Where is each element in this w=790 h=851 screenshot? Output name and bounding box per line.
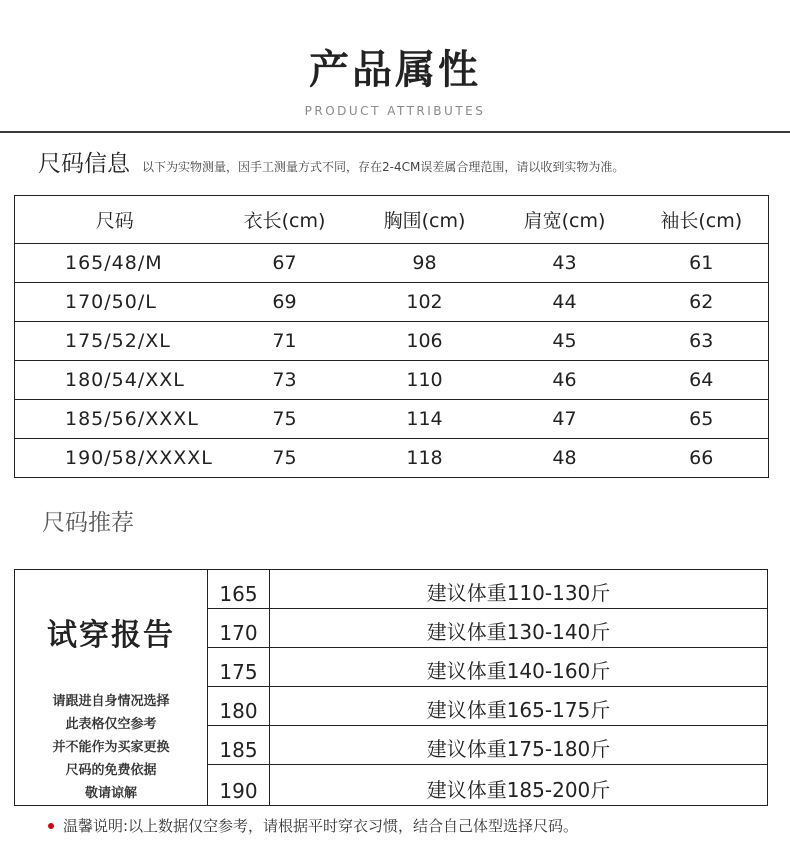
size-info-note: 以下为实物测量，因手工测量方式不同，存在2-4CM误差属合理范围，请以收到实物为准。 [142, 160, 625, 174]
table-cell: 185/56/XXXL [15, 400, 215, 439]
table-cell: 170/50/L [15, 283, 215, 322]
fitting-report-weight: 建议体重175-180斤 [426, 737, 611, 761]
fitting-report-row [208, 726, 767, 765]
table-cell: 67 [215, 244, 355, 283]
size-recommendation-title: 尺码推荐 [42, 510, 134, 536]
table-cell: 65 [635, 400, 769, 439]
fitting-report-row [208, 765, 767, 805]
table-cell: 66 [689, 447, 714, 469]
table-cell: 114 [355, 400, 495, 439]
fitting-report-weight: 建议体重185-200斤 [426, 778, 611, 802]
table-row [15, 322, 769, 361]
table-cell: 73 [215, 361, 355, 400]
table-cell: 175/52/XL [15, 322, 215, 361]
table-row [15, 283, 769, 322]
table-row [15, 400, 769, 439]
table-row [15, 244, 769, 283]
table-cell: 98 [355, 244, 495, 283]
table-cell: 48 [552, 447, 577, 469]
table-cell: 75 [215, 400, 355, 439]
column-header: 肩宽(cm) [495, 196, 635, 244]
table-cell: 118 [406, 447, 443, 469]
table-cell: 61 [635, 244, 769, 283]
table-cell: 45 [495, 322, 635, 361]
fitting-report-size: 175 [208, 648, 270, 686]
fitting-report-weight: 建议体重110-130斤 [426, 581, 611, 605]
fitting-report-note-line: 并不能作为买家更换 [52, 740, 170, 755]
fitting-report-row [208, 570, 767, 609]
header-subtitle: PRODUCT ATTRIBUTES [304, 104, 486, 118]
bullet-icon [48, 823, 54, 829]
column-header: 袖长(cm) [635, 196, 769, 244]
tip-text: 温馨说明:以上数据仅空参考，请根据平时穿衣习惯，结合自己体型选择尺码。 [63, 817, 579, 835]
fitting-report-left-panel [15, 570, 208, 805]
fitting-report-notes [15, 690, 207, 805]
table-cell: 47 [495, 400, 635, 439]
fitting-report-row [208, 648, 767, 687]
fitting-report-weight: 建议体重165-175斤 [426, 698, 611, 722]
table-cell: 110 [355, 361, 495, 400]
fitting-report-size: 185 [208, 726, 270, 764]
size-info-title: 尺码信息 [38, 151, 130, 177]
header-title: 产品属性 [309, 46, 481, 93]
fitting-report-note-line: 此表格仅空参考 [65, 717, 157, 732]
table-cell: 69 [215, 283, 355, 322]
tip-note [48, 815, 578, 836]
size-info-heading [38, 145, 624, 178]
fitting-report-note-line: 敬请谅解 [84, 786, 137, 801]
table-cell: 64 [635, 361, 769, 400]
table-row [15, 361, 769, 400]
table-cell: 165/48/M [15, 244, 215, 283]
fitting-report-size: 180 [208, 687, 270, 725]
table-cell: 62 [635, 283, 769, 322]
table-cell: 180/54/XXL [15, 361, 215, 400]
fitting-report-weight: 建议体重130-140斤 [426, 620, 611, 644]
fitting-report-size: 190 [208, 765, 270, 805]
fitting-report [14, 569, 768, 806]
table-cell: 106 [355, 322, 495, 361]
fitting-report-size: 165 [208, 570, 270, 608]
table-cell: 71 [215, 322, 355, 361]
table-cell: 43 [495, 244, 635, 283]
column-header: 胸围(cm) [355, 196, 495, 244]
header-divider [0, 131, 790, 133]
fitting-report-title: 试穿报告 [47, 618, 175, 653]
fitting-report-size: 170 [208, 609, 270, 647]
size-table-header [15, 196, 769, 244]
table-cell: 46 [495, 361, 635, 400]
column-header: 尺码 [15, 196, 215, 244]
table-cell: 44 [495, 283, 635, 322]
fitting-report-rows [208, 570, 767, 805]
fitting-report-row [208, 687, 767, 726]
fitting-report-weight: 建议体重140-160斤 [426, 659, 611, 683]
column-header: 衣长(cm) [215, 196, 355, 244]
fitting-report-note-line: 请跟进自身情况选择 [52, 694, 170, 709]
table-cell: 63 [635, 322, 769, 361]
table-cell: 190/58/XXXXL [65, 447, 213, 469]
table-cell: 102 [355, 283, 495, 322]
fitting-report-note-line: 尺码的免费依据 [65, 763, 157, 778]
table-row [15, 439, 769, 478]
size-table [14, 195, 769, 478]
table-cell: 75 [272, 447, 297, 469]
fitting-report-row [208, 609, 767, 648]
